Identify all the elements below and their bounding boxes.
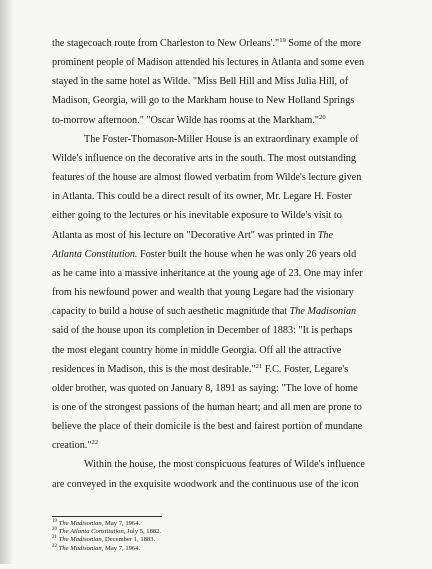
text-run: said of the house upon its completion in December of 1883: "It is perhaps [52,325,353,337]
text-run: May 7, 1964. [103,520,141,527]
text-run: creation." [52,440,92,452]
text-line [52,455,400,474]
footnote-rule [52,516,162,517]
text-run: Within the house, the most conspicuous features of Wilde's influence [84,459,365,471]
text-run: July 5, 1882. [125,528,162,536]
italic-text: The Madisonian, [58,544,104,552]
text-line [52,398,400,417]
text-line [52,187,400,206]
text-run: May 7, 1964. [103,544,141,552]
footnote-number: 19 [52,519,57,524]
text-run: Atlanta as most of his lecture on "Decorative Art" was printed in [52,229,318,241]
text-run: believe the place of their domicile is the best and fairest portion of mundane [52,421,363,433]
text-run: to-morrow afternoon." "Oscar Wilde has rooms at the Markham." [52,114,320,126]
text-run: prominent people of Madison attended his lectures in Atlanta and some even [52,57,365,69]
footnote-number: 20 [52,527,57,533]
paragraph [52,455,400,493]
text-line [52,360,400,379]
text-line [52,34,400,53]
text-line [52,321,400,340]
text-run: stayed in the same hotel as Wilde. "Miss Bell Hill and Miss Julia Hill, of [52,76,349,88]
text-run: Some of the more [285,38,361,49]
text-run: December 1, 1883. [103,536,156,544]
text-line [52,72,400,91]
text-line [52,417,400,436]
text-run: Madison, Georgia, will go to the Markham house to New Holland Springs [52,95,355,107]
footnote-reference: 22 [91,439,99,447]
text-run: The Foster-Thomason-Miller House is an extraordinary example of [84,133,359,145]
footnote-reference: 20 [319,113,326,121]
text-line [52,436,400,455]
text-run: the most elegant country home in middle Georgia. Off all the attractive [52,344,342,356]
text-line [52,264,400,283]
italic-text: The Madisonian, [58,536,104,544]
footnote-number: 22 [52,543,57,549]
text-run: F.C. Foster, Legare's [262,363,349,375]
text-line [52,111,400,130]
text-line [52,226,400,245]
text-run: residences in Madison, this is the most desirable." [52,363,256,375]
text-run: Wilde's influence on the decorative arts in the south. The most outstanding [52,152,356,164]
text-run: the stagecoach route from Charleston to New Orleans'." [52,38,280,49]
text-run: either going to the lectures or his inevitable exposure to Wilde's visit to [52,210,342,222]
footnote-reference: 19 [279,37,286,44]
text-run: in Atlanta. This could be a direct result of its owner, Mr. Legare H. Foster [52,191,352,203]
text-run: features of the house are almost flowed verbatim from Wilde's lecture given [52,172,362,184]
text-line [52,302,400,321]
footnote [52,545,392,553]
footnote [52,520,392,528]
scan-shadow [0,0,14,569]
text-run: as he came into a massive inheritance at the young age of 23. One may infer [52,267,363,279]
text-line [52,245,400,264]
text-line [52,206,400,225]
text-line [52,53,400,72]
text-line [52,149,400,168]
text-line [52,283,400,302]
footnote-number: 21 [52,535,57,541]
text-line [52,91,400,110]
text-line [52,475,400,494]
italic-text: The Atlanta Constitution, [58,528,126,536]
footnote [52,536,392,544]
italic-text: The [317,229,334,241]
text-run: Foster built the house when he was only 26 years old [137,248,357,260]
text-line [52,130,400,149]
text-run: older brother, was quoted on January 8, 1891 as saying: "The love of home [52,382,358,394]
italic-text: Atlanta Constitution. [52,248,138,260]
text-line [52,379,400,398]
paragraph [52,34,400,130]
paragraph [52,130,400,456]
text-run: is one of the strongest passions of the human heart; and all men are prone to [52,401,362,413]
page-bottom-crop [0,564,432,569]
text-run: are conveyed in the exquisite woodwork and the continuous use of the icon [52,478,359,490]
italic-text: The Madisonian [289,306,357,318]
text-run: capacity to build a house of such aesthetic magnitude that [52,306,290,318]
italic-text: The Madisonian, [58,520,104,527]
footnotes [52,520,392,553]
text-line [52,341,400,360]
body-text [52,34,400,494]
text-run: from his newfound power and wealth that young Legare had the visionary [52,287,354,299]
text-line [52,168,400,187]
footnote-reference: 21 [255,362,263,370]
